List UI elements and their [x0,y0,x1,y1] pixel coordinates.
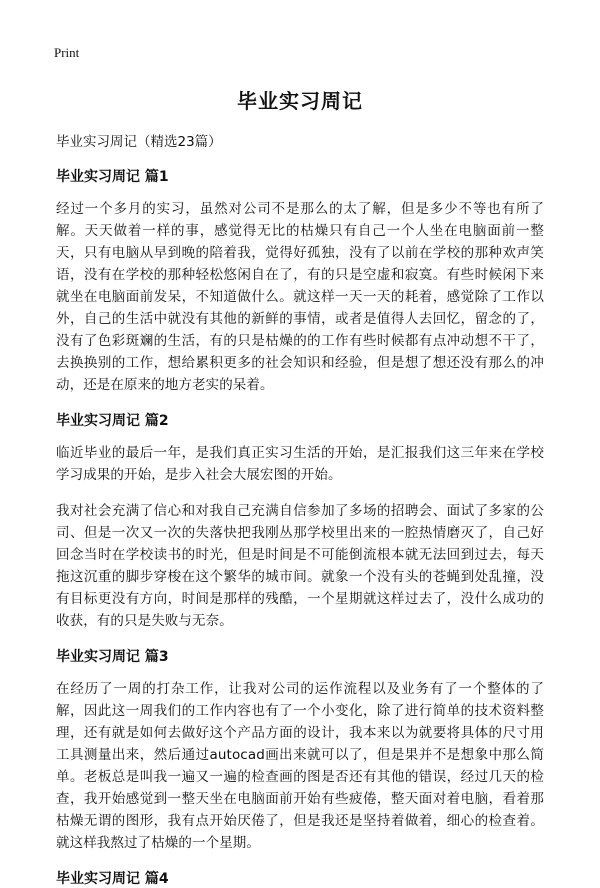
section-heading: 毕业实习周记 篇3 [56,649,169,665]
section-1 [56,166,544,396]
section-3 [56,646,544,854]
section-paragraph: 在经历了一周的打杂工作，让我对公司的运作流程以及业务有了一个整体的了解，因此这一周我们的工作内容也有了一个小变化，除了进行简单的技术资料整理，还有就是如何去做好这个产品方面的设计，我本来以为就要将具体的尺寸用工具测量出来，然后通过autocad画出来就可以了，但是果并不是想象中那么简单。老板总是叫我一遍又一遍的检查画的图是否还有其他的错误，经过几天的检查，我开始感觉到一整天坐在电脑面前开始有些疲倦，整天面对着电脑，看着那枯燥无谓的图形，我有点开始厌倦了，但是我还是坚持着做着，细心的检查着。就这样我熬过了枯燥的一个星期。 [56,681,544,851]
section-heading: 毕业实习周记 篇2 [56,413,169,429]
section-4 [56,868,544,888]
section-paragraph: 经过一个多月的实习，虽然对公司不是那么的太了解，但是多少不等也有所了解。天天做着一样的事，感觉得无比的枯燥只有自己一个人坐在电脑面前一整天，只有电脑从早到晚的陪着我，觉得好孤独，没有了以前在学校的那种欢声笑语，没有在学校的那种轻松悠闲自在了，有的只是空虚和寂寞。有些时候闲下来就坐在电脑面前发呆，不知道做什么。就这样一天一天的耗着，感觉除了工作以外，自己的生活中就没有其他的新鲜的事情，或者是值得人去回忆，留念的了，没有了色彩斑斓的生活，有的只是枯燥的的工作有些时候都有点冲动想不干了，去换换别的工作，想给累积更多的社会知识和经验，但是想了想还没有那么的冲动，还是在原来的地方老实的呆着。 [56,201,544,393]
page-title: 毕业实习周记 [237,89,363,113]
section-paragraph: 我对社会充满了信心和对我自己充满自信参加了多场的招聘会、面试了多家的公司、但是一次又一次的失落快把我刚丛那学校里出来的一腔热情磨灭了，自己好回念当时在学校读书的时光，但是时间是不可能倒流根本就无法回到过去，每天拖这沉重的脚步穿梭在这个繁华的城市间。就象一个没有头的苍蝇到处乱撞，没有目标更没有方向，时间是那样的残酷，一个星期就这样过去了，没什么成功的收获，有的只是失败与无奈。 [56,503,544,629]
print-link[interactable]: Print [54,45,80,60]
section-heading: 毕业实习周记 篇1 [56,169,169,185]
section-2 [56,410,544,632]
section-heading: 毕业实习周记 篇4 [56,871,169,887]
document-subtitle: 毕业实习周记（精选23篇） [56,134,222,150]
section-paragraph: 临近毕业的最后一年，是我们真正实习生活的开始，是汇报我们这三年来在学校学习成果的开始，是步入社会大展宏图的开始。 [56,445,544,483]
